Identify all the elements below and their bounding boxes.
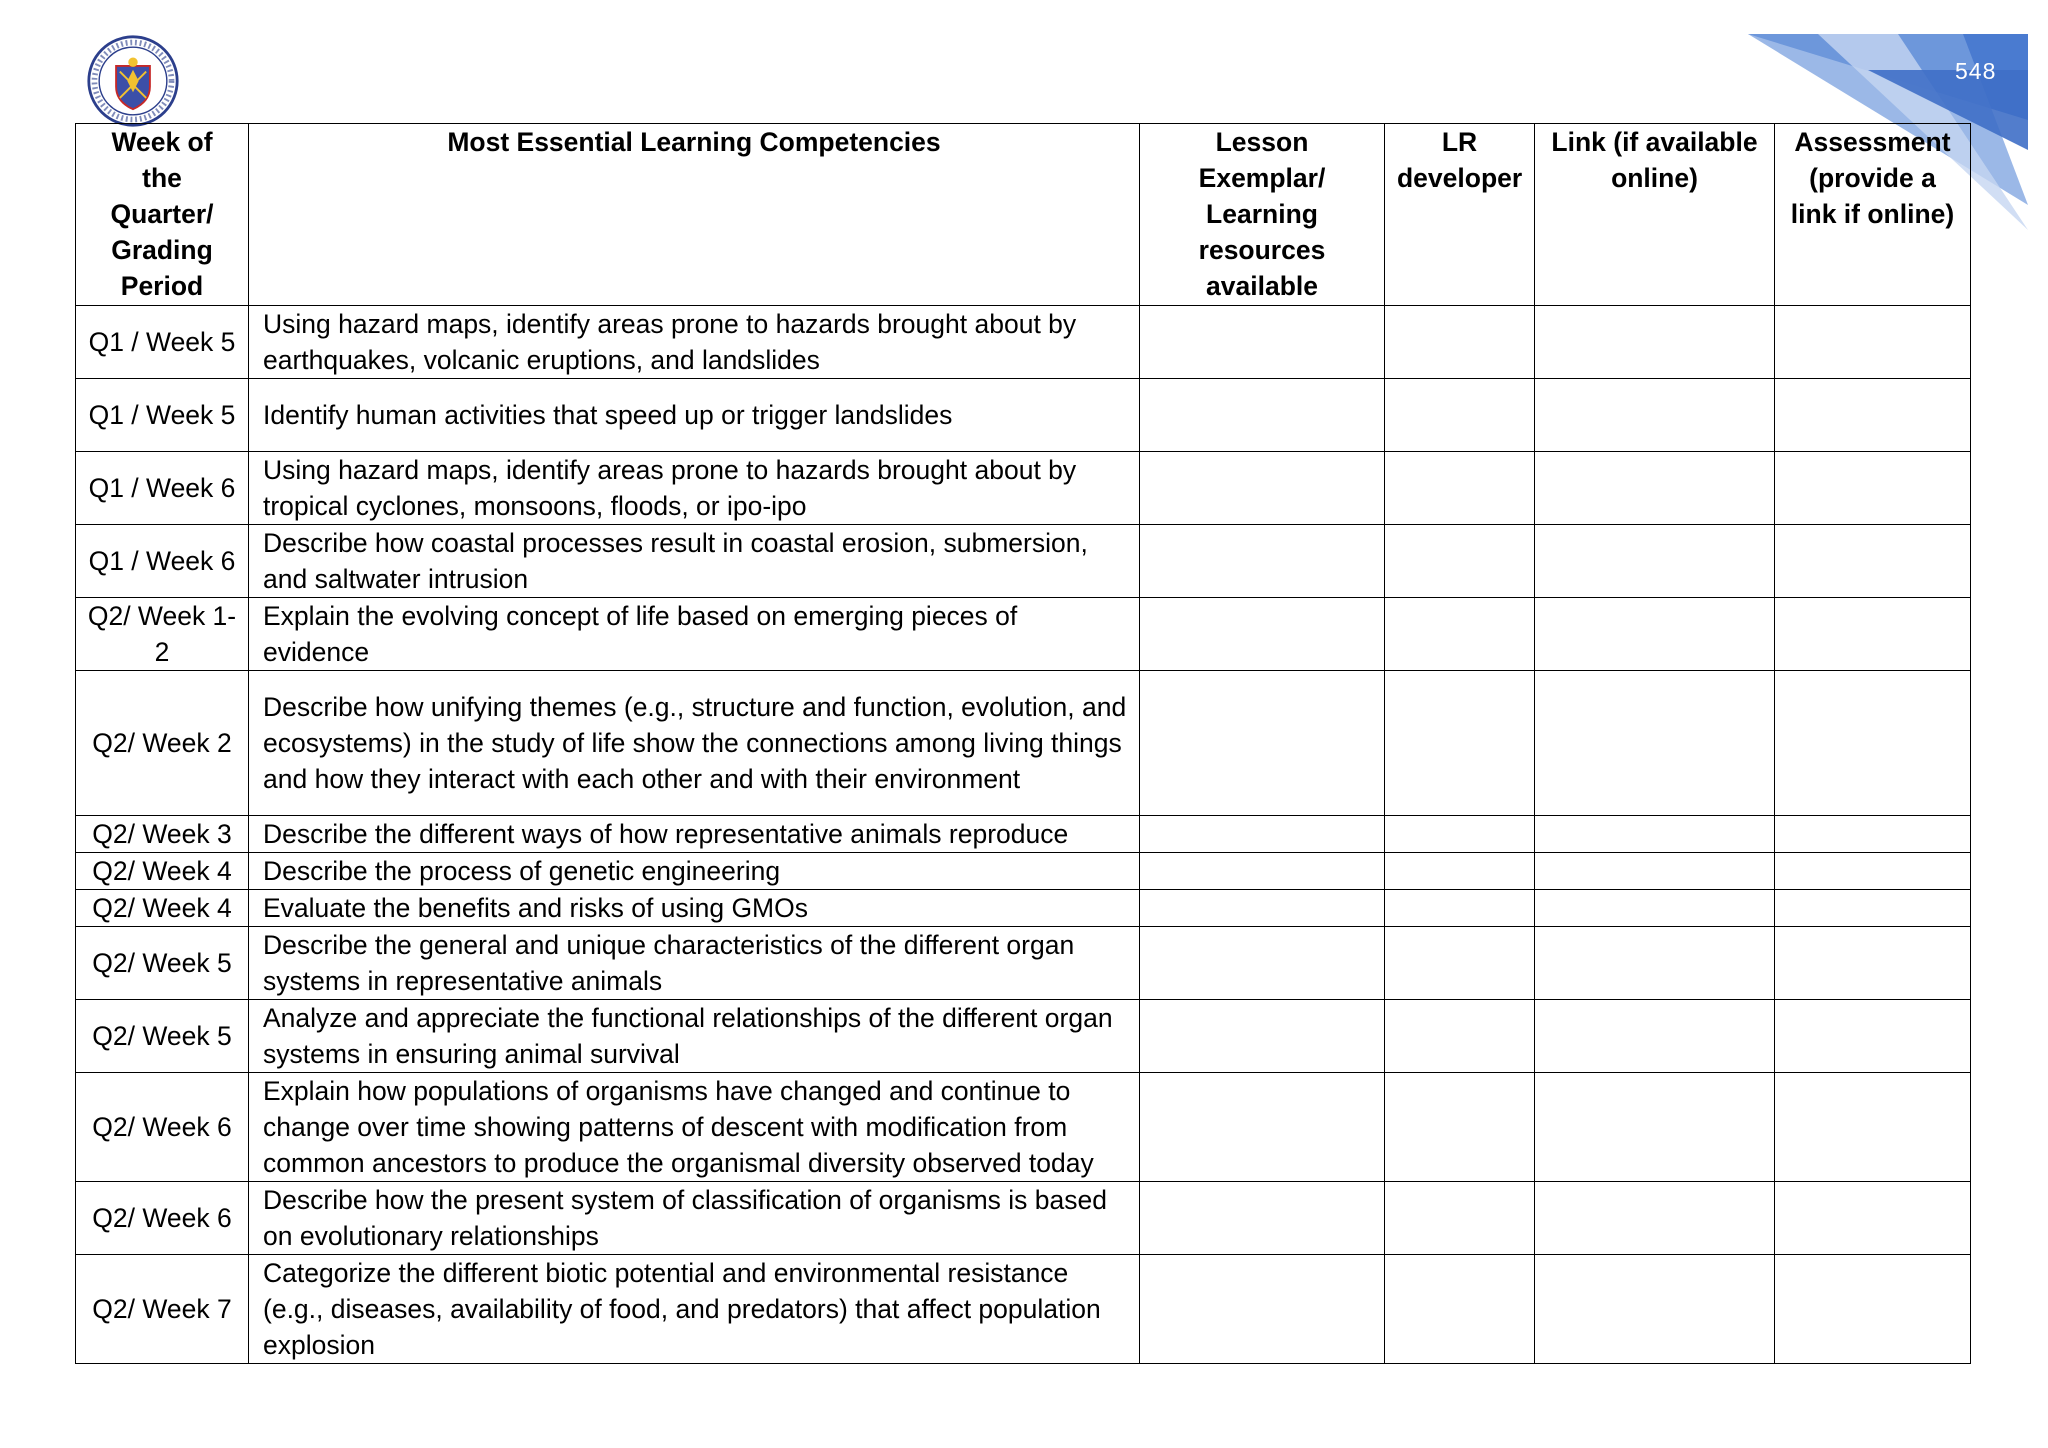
competency-cell: Evaluate the benefits and risks of using GMOs bbox=[249, 890, 1140, 927]
competency-cell: Categorize the different biotic potential and environmental resistance (e.g., diseases, availability of food, and predators) that affect population explosion bbox=[249, 1255, 1140, 1364]
competency-cell: Describe the different ways of how representative animals reproduce bbox=[249, 816, 1140, 853]
week-cell: Q2/ Week 2 bbox=[76, 671, 249, 816]
column-header-lr-developer: LR developer bbox=[1385, 124, 1535, 306]
week-cell: Q1 / Week 5 bbox=[76, 379, 249, 452]
competency-cell: Describe how the present system of classification of organisms is based on evolutionary relationships bbox=[249, 1182, 1140, 1255]
lr-developer-cell bbox=[1385, 452, 1535, 525]
week-cell: Q2/ Week 6 bbox=[76, 1182, 249, 1255]
lesson-exemplar-cell bbox=[1140, 452, 1385, 525]
competency-cell: Analyze and appreciate the functional relationships of the different organ systems in ensuring animal survival bbox=[249, 1000, 1140, 1073]
assessment-cell bbox=[1775, 598, 1971, 671]
assessment-cell bbox=[1775, 1073, 1971, 1182]
link-cell bbox=[1535, 1073, 1775, 1182]
competency-cell: Describe how coastal processes result in coastal erosion, submersion, and saltwater intrusion bbox=[249, 525, 1140, 598]
lesson-exemplar-cell bbox=[1140, 1255, 1385, 1364]
lesson-exemplar-cell bbox=[1140, 525, 1385, 598]
link-cell bbox=[1535, 671, 1775, 816]
column-header-link: Link (if available online) bbox=[1535, 124, 1775, 306]
assessment-cell bbox=[1775, 1182, 1971, 1255]
table-row bbox=[76, 853, 1971, 890]
week-cell: Q2/ Week 4 bbox=[76, 853, 249, 890]
table-row bbox=[76, 1000, 1971, 1073]
week-cell: Q2/ Week 5 bbox=[76, 927, 249, 1000]
table-row bbox=[76, 816, 1971, 853]
table-row bbox=[76, 1255, 1971, 1364]
assessment-cell bbox=[1775, 927, 1971, 1000]
lr-developer-cell bbox=[1385, 306, 1535, 379]
lesson-exemplar-cell bbox=[1140, 306, 1385, 379]
column-header-assessment: Assessment (provide a link if online) bbox=[1775, 124, 1971, 306]
assessment-cell bbox=[1775, 306, 1971, 379]
assessment-cell bbox=[1775, 816, 1971, 853]
competency-cell: Describe the general and unique characteristics of the different organ systems in representative animals bbox=[249, 927, 1140, 1000]
link-cell bbox=[1535, 452, 1775, 525]
table-row bbox=[76, 1182, 1971, 1255]
week-cell: Q2/ Week 1-2 bbox=[76, 598, 249, 671]
lr-developer-cell bbox=[1385, 927, 1535, 1000]
table-row bbox=[76, 379, 1971, 452]
assessment-cell bbox=[1775, 1255, 1971, 1364]
column-header-week: Week of the Quarter/ Grading Period bbox=[76, 124, 249, 306]
table-row bbox=[76, 927, 1971, 1000]
lr-developer-cell bbox=[1385, 671, 1535, 816]
table-row bbox=[76, 671, 1971, 816]
competency-cell: Identify human activities that speed up or trigger landslides bbox=[249, 379, 1140, 452]
lesson-exemplar-cell bbox=[1140, 1000, 1385, 1073]
assessment-cell bbox=[1775, 671, 1971, 816]
table-row bbox=[76, 890, 1971, 927]
table-header-row bbox=[76, 124, 1971, 306]
week-cell: Q1 / Week 5 bbox=[76, 306, 249, 379]
lr-developer-cell bbox=[1385, 1182, 1535, 1255]
assessment-cell bbox=[1775, 525, 1971, 598]
lr-developer-cell bbox=[1385, 816, 1535, 853]
competency-cell: Describe the process of genetic engineering bbox=[249, 853, 1140, 890]
table-row bbox=[76, 306, 1971, 379]
lr-developer-cell bbox=[1385, 598, 1535, 671]
deped-seal-icon bbox=[86, 34, 180, 128]
link-cell bbox=[1535, 816, 1775, 853]
lr-developer-cell bbox=[1385, 890, 1535, 927]
lesson-exemplar-cell bbox=[1140, 1073, 1385, 1182]
assessment-cell bbox=[1775, 1000, 1971, 1073]
week-cell: Q1 / Week 6 bbox=[76, 525, 249, 598]
lesson-exemplar-cell bbox=[1140, 598, 1385, 671]
link-cell bbox=[1535, 927, 1775, 1000]
competency-cell: Using hazard maps, identify areas prone to hazards brought about by tropical cyclones, monsoons, floods, or ipo-ipo bbox=[249, 452, 1140, 525]
column-header-lesson-exemplar: Lesson Exemplar/ Learning resources available bbox=[1140, 124, 1385, 306]
link-cell bbox=[1535, 306, 1775, 379]
week-cell: Q1 / Week 6 bbox=[76, 452, 249, 525]
lr-developer-cell bbox=[1385, 1255, 1535, 1364]
link-cell bbox=[1535, 1000, 1775, 1073]
competency-cell: Describe how unifying themes (e.g., structure and function, evolution, and ecosystems) in the study of life show the connections among living things and how they interact with each other and with their environment bbox=[249, 671, 1140, 816]
competency-cell: Explain the evolving concept of life based on emerging pieces of evidence bbox=[249, 598, 1140, 671]
week-cell: Q2/ Week 6 bbox=[76, 1073, 249, 1182]
link-cell bbox=[1535, 598, 1775, 671]
table-row bbox=[76, 525, 1971, 598]
table-row bbox=[76, 452, 1971, 525]
lesson-exemplar-cell bbox=[1140, 890, 1385, 927]
link-cell bbox=[1535, 1255, 1775, 1364]
lesson-exemplar-cell bbox=[1140, 671, 1385, 816]
lr-developer-cell bbox=[1385, 525, 1535, 598]
week-cell: Q2/ Week 3 bbox=[76, 816, 249, 853]
link-cell bbox=[1535, 379, 1775, 452]
lesson-exemplar-cell bbox=[1140, 1182, 1385, 1255]
link-cell bbox=[1535, 525, 1775, 598]
assessment-cell bbox=[1775, 853, 1971, 890]
page-number: 548 bbox=[1955, 58, 1997, 84]
lr-developer-cell bbox=[1385, 1000, 1535, 1073]
assessment-cell bbox=[1775, 452, 1971, 525]
competency-cell: Explain how populations of organisms have changed and continue to change over time showing patterns of descent with modification from common ancestors to produce the organismal diversity observed today bbox=[249, 1073, 1140, 1182]
table-row bbox=[76, 1073, 1971, 1182]
competencies-table bbox=[75, 123, 1971, 1364]
link-cell bbox=[1535, 890, 1775, 927]
lesson-exemplar-cell bbox=[1140, 379, 1385, 452]
lesson-exemplar-cell bbox=[1140, 853, 1385, 890]
competency-cell: Using hazard maps, identify areas prone to hazards brought about by earthquakes, volcanic eruptions, and landslides bbox=[249, 306, 1140, 379]
table-row bbox=[76, 598, 1971, 671]
assessment-cell bbox=[1775, 890, 1971, 927]
lr-developer-cell bbox=[1385, 853, 1535, 890]
week-cell: Q2/ Week 4 bbox=[76, 890, 249, 927]
week-cell: Q2/ Week 7 bbox=[76, 1255, 249, 1364]
lesson-exemplar-cell bbox=[1140, 927, 1385, 1000]
lr-developer-cell bbox=[1385, 1073, 1535, 1182]
assessment-cell bbox=[1775, 379, 1971, 452]
lesson-exemplar-cell bbox=[1140, 816, 1385, 853]
column-header-competencies: Most Essential Learning Competencies bbox=[249, 124, 1140, 306]
week-cell: Q2/ Week 5 bbox=[76, 1000, 249, 1073]
link-cell bbox=[1535, 853, 1775, 890]
link-cell bbox=[1535, 1182, 1775, 1255]
lr-developer-cell bbox=[1385, 379, 1535, 452]
